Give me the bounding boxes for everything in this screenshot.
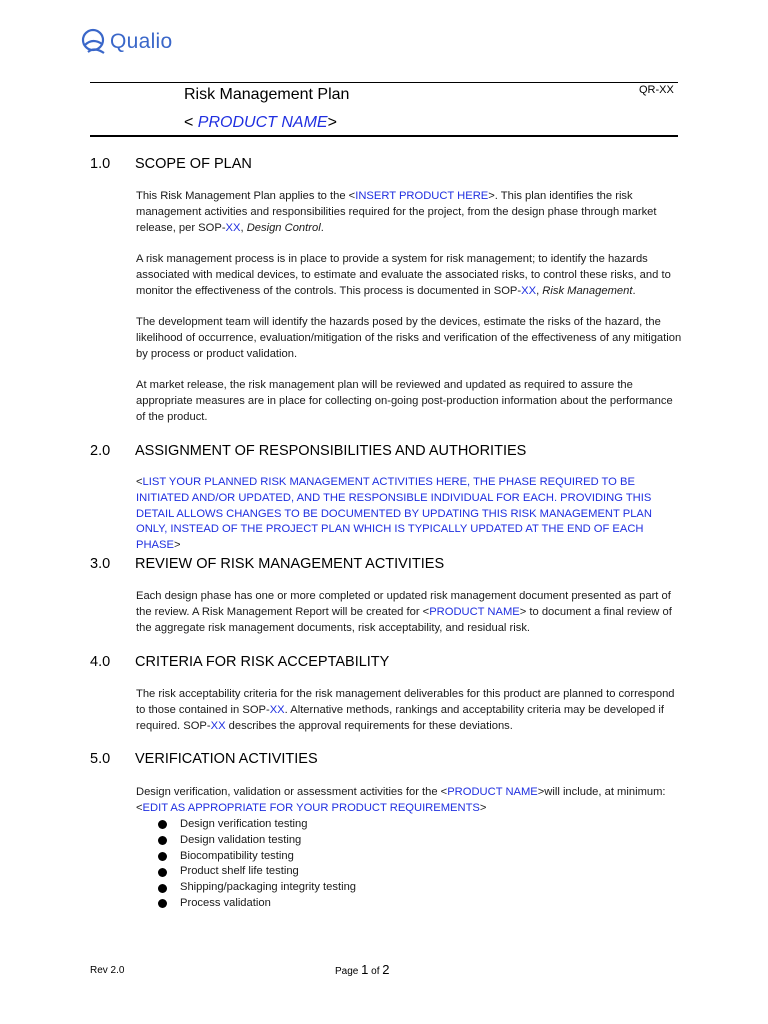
page-label: Page bbox=[335, 966, 362, 977]
bullet-icon bbox=[158, 820, 167, 829]
section-1-paragraph-4 bbox=[136, 378, 682, 425]
bullet-icon bbox=[158, 852, 167, 861]
logo-text: Qualio bbox=[110, 30, 173, 53]
page-current: 1 bbox=[361, 962, 369, 977]
text: >. This plan identifies the risk management activities and responsibilities required for the project, from the design phase through market release, per SOP- bbox=[136, 190, 657, 234]
list-item-text: Biocompatibility testing bbox=[180, 849, 294, 862]
bullet-icon bbox=[158, 836, 167, 845]
section-number: 1.0 bbox=[90, 156, 111, 172]
section-heading-1 bbox=[90, 154, 690, 174]
text: . Alternative methods, rankings and acceptability criteria may be developed if required. SOP- bbox=[136, 703, 664, 732]
list-item bbox=[158, 880, 356, 896]
list-item-text: Design validation testing bbox=[180, 833, 302, 846]
section-2-paragraph-1 bbox=[136, 475, 666, 554]
list-item-text: Process validation bbox=[180, 896, 271, 909]
list-item bbox=[158, 896, 356, 912]
list-item-text: Design verification testing bbox=[180, 818, 308, 830]
section-heading-3 bbox=[90, 554, 690, 574]
bullet-icon bbox=[158, 899, 167, 908]
text: The risk acceptability criteria for the risk management deliverables for this product are planned to correspond to those contained in SOP- bbox=[136, 688, 675, 716]
text: , bbox=[536, 284, 543, 297]
text: > to document a final review of the aggregate risk management documents, risk acceptability, and residual risk. bbox=[136, 605, 672, 634]
header-bottom-rule bbox=[90, 135, 678, 137]
section-1-paragraph-3 bbox=[136, 315, 682, 362]
section-number: 5.0 bbox=[90, 751, 111, 767]
text: At market release, the risk management plan will be reviewed and updated as required to assure the appropriate measures are in place for collecting on-going post-production information about the performance of the product. bbox=[136, 379, 673, 423]
text: > bbox=[479, 801, 487, 814]
placeholder: XX bbox=[210, 719, 226, 732]
document-code: QR-XX bbox=[639, 84, 674, 96]
section-heading-5 bbox=[90, 749, 690, 769]
text: Each design phase has one or more completed or updated risk management document presented as part of the review. A Risk Management Report will be created for < bbox=[136, 590, 671, 618]
section-heading-4 bbox=[90, 652, 690, 672]
bullet-icon bbox=[158, 868, 167, 877]
section-heading-2 bbox=[90, 441, 690, 461]
product-name-placeholder: PRODUCT NAME bbox=[197, 114, 328, 131]
section-1-paragraph-2 bbox=[136, 252, 682, 299]
bullet-icon bbox=[158, 884, 167, 893]
document-subtitle bbox=[184, 114, 337, 132]
text: . bbox=[320, 221, 324, 234]
text: A risk management process is in place to provide a system for risk management; to identify the hazards associated with medical devices, to estimate and evaluate the associated risks, to control these risks, and to monitor the effectiveness of the controls. This process is documented in SOP- bbox=[136, 253, 671, 297]
text: . bbox=[632, 284, 636, 297]
section-title: CRITERIA FOR RISK ACCEPTABILITY bbox=[135, 654, 390, 670]
document-title: Risk Management Plan bbox=[184, 86, 350, 103]
text: describes the approval requirements for these deviations. bbox=[225, 719, 513, 732]
list-item-text: Product shelf life testing bbox=[180, 865, 299, 878]
list-item bbox=[158, 864, 356, 880]
section-number: 2.0 bbox=[90, 443, 111, 459]
doc-reference: Risk Management bbox=[542, 284, 633, 297]
section-3-paragraph-1 bbox=[136, 589, 682, 636]
section-4-paragraph-1 bbox=[136, 687, 682, 734]
text: < bbox=[136, 476, 143, 488]
placeholder: XX bbox=[225, 221, 241, 234]
section-title: VERIFICATION ACTIVITIES bbox=[135, 751, 318, 767]
section-5-paragraph-1 bbox=[136, 785, 666, 817]
section-1-paragraph-1 bbox=[136, 189, 682, 236]
text: > bbox=[173, 539, 181, 552]
text: Design verification, validation or assessment activities for the < bbox=[136, 786, 448, 798]
placeholder: LIST YOUR PLANNED RISK MANAGEMENT ACTIVITIES HERE, THE PHASE REQUIRED TO BE INITIATED AND/OR UPDATED, AND THE RESPONSIBLE INDIVIDUAL FOR EACH. PROVIDING THIS DETAIL ALLOWS CHANGES TO BE DOCUMENTED BY UPDATING THIS RISK MANAGEMENT PLAN ONLY, INSTEAD OF THE PROJECT PLAN WHICH IS TYPICALLY UPDATED AT THE END OF EACH PHASE bbox=[136, 476, 652, 552]
placeholder: INSERT PRODUCT HERE bbox=[355, 190, 489, 202]
header-top-rule bbox=[90, 82, 678, 83]
doc-reference: Design Control bbox=[246, 221, 321, 234]
list-item bbox=[158, 833, 356, 849]
page-of-label: of bbox=[368, 966, 383, 977]
section-title: SCOPE OF PLAN bbox=[135, 156, 252, 172]
placeholder: PRODUCT NAME bbox=[447, 786, 538, 798]
placeholder: XX bbox=[521, 284, 537, 297]
qualio-logo-icon bbox=[80, 28, 106, 56]
footer-revision: Rev 2.0 bbox=[90, 965, 125, 976]
footer-page-number bbox=[335, 962, 390, 977]
subtitle-prefix: < bbox=[184, 114, 198, 131]
text: >will include, at minimum:< bbox=[136, 786, 666, 814]
list-item bbox=[158, 849, 356, 865]
qualio-logo bbox=[80, 28, 173, 56]
section-number: 3.0 bbox=[90, 556, 111, 572]
placeholder: EDIT AS APPROPRIATE FOR YOUR PRODUCT REQUIREMENTS bbox=[142, 801, 480, 814]
section-title: REVIEW OF RISK MANAGEMENT ACTIVITIES bbox=[135, 556, 445, 572]
text: The development team will identify the hazards posed by the devices, estimate the risks of the hazard, the likelihood of occurrence, evaluation/mitigation of the risks and verification of the effectiveness of any mitigation by process or product validation. bbox=[136, 316, 682, 360]
text: This Risk Management Plan applies to the < bbox=[136, 190, 356, 202]
page-total: 2 bbox=[382, 962, 390, 977]
subtitle-suffix: > bbox=[327, 114, 337, 131]
placeholder: XX bbox=[269, 703, 285, 716]
section-title: ASSIGNMENT OF RESPONSIBILITIES AND AUTHORITIES bbox=[135, 443, 527, 459]
section-number: 4.0 bbox=[90, 654, 111, 670]
text: , bbox=[240, 221, 247, 234]
placeholder: PRODUCT NAME bbox=[429, 605, 520, 618]
list-item-text: Shipping/packaging integrity testing bbox=[180, 881, 357, 894]
list-item bbox=[158, 817, 356, 833]
verification-activities-list bbox=[158, 817, 356, 912]
